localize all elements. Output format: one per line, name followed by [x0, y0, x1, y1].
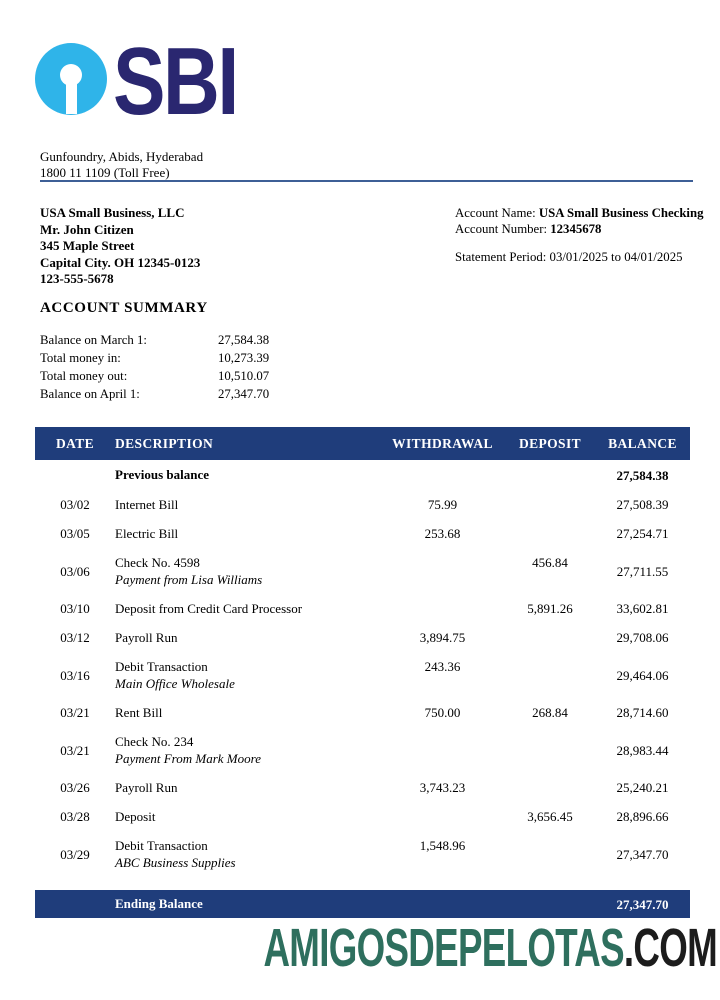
- account-number-value: 12345678: [550, 222, 602, 236]
- transaction-date: 03/12: [60, 630, 90, 645]
- bank-address: [40, 149, 203, 180]
- transaction-withdrawal: 3,743.23: [419, 780, 466, 795]
- transaction-withdrawal: 1,548.96: [419, 838, 466, 853]
- transaction-description-line1: Debit Transaction: [115, 838, 208, 853]
- header-withdrawal: WITHDRAWAL: [392, 435, 493, 451]
- table-row: [35, 490, 690, 519]
- transaction-description-line1: Deposit from Credit Card Processor: [115, 601, 303, 616]
- transaction-description: [115, 705, 380, 720]
- header-divider: [40, 180, 693, 182]
- transaction-description-line2: Payment From Mark Moore: [115, 751, 261, 766]
- previous-balance-label: Previous balance: [115, 467, 210, 482]
- summary-row-label: Total money out:: [40, 369, 128, 383]
- header-deposit: DEPOSIT: [518, 435, 582, 451]
- summary-row: [40, 367, 269, 385]
- transaction-deposit: 456.84: [532, 555, 568, 570]
- transaction-description: [115, 838, 380, 870]
- table-row: [35, 802, 690, 831]
- sbi-logo-disc-icon: [35, 43, 107, 115]
- transaction-description-line2: ABC Business Supplies: [115, 855, 236, 870]
- ending-balance-amount: 27,347.70: [616, 896, 669, 912]
- transaction-date: 03/10: [60, 601, 90, 616]
- customer-line: Mr. John Citizen: [40, 221, 134, 237]
- account-summary-rows: [40, 331, 269, 403]
- account-name-line: [455, 205, 711, 221]
- summary-row-label: Total money in:: [40, 351, 121, 365]
- transaction-withdrawal: 3,894.75: [419, 630, 466, 645]
- header-balance: BALANCE: [608, 435, 677, 451]
- transaction-description-line1: Payroll Run: [115, 780, 178, 795]
- site-watermark: [263, 918, 717, 978]
- transaction-withdrawal: 253.68: [424, 526, 461, 541]
- summary-row: [40, 331, 269, 349]
- table-row: [35, 519, 690, 548]
- table-row: [35, 594, 690, 623]
- table-row: [35, 652, 690, 698]
- summary-row-value: 10,510.07: [218, 369, 270, 383]
- table-row: [35, 623, 690, 652]
- transaction-balance: 25,240.21: [616, 780, 669, 795]
- account-name-label: Account Name:: [455, 206, 539, 220]
- transaction-description-line2: Payment from Lisa Williams: [115, 572, 263, 587]
- summary-row: [40, 349, 269, 367]
- transaction-description-line1: Check No. 234: [115, 734, 194, 749]
- transaction-description-line1: Rent Bill: [115, 705, 163, 720]
- watermark-main: AMIGOSDEPELOTAS: [263, 918, 624, 978]
- transaction-date: 03/29: [60, 846, 90, 862]
- transaction-date: 03/21: [60, 705, 90, 720]
- account-summary-title: ACCOUNT SUMMARY: [40, 300, 208, 316]
- transaction-date: 03/02: [60, 497, 90, 512]
- transaction-description-line1: Electric Bill: [115, 526, 179, 541]
- transaction-deposit: 268.84: [532, 705, 568, 720]
- ending-balance-row: [35, 890, 690, 918]
- bank-address-line1: Gunfoundry, Abids, Hyderabad: [40, 149, 204, 164]
- account-summary-section: [40, 300, 269, 403]
- transaction-description-line1: Deposit: [115, 809, 156, 824]
- table-row: [35, 548, 690, 594]
- table-row: [35, 698, 690, 727]
- transaction-description-line1: Debit Transaction: [115, 659, 208, 674]
- transaction-table-header: [35, 427, 690, 460]
- transaction-balance: 28,983.44: [616, 742, 669, 758]
- transaction-description: [115, 497, 380, 512]
- summary-row-label: Balance on April 1:: [40, 387, 140, 401]
- transaction-date: 03/05: [60, 526, 90, 541]
- customer-line: 345 Maple Street: [40, 238, 135, 253]
- transaction-balance: 27,347.70: [616, 846, 669, 862]
- transaction-description-line1: Check No. 4598: [115, 555, 200, 570]
- statement-period: Statement Period: 03/01/2025 to 04/01/2025: [455, 250, 683, 264]
- transaction-table: [35, 427, 690, 918]
- transaction-balance: 33,602.81: [616, 601, 669, 616]
- transaction-description-line1: Internet Bill: [115, 497, 179, 512]
- summary-row-value: 27,347.70: [218, 387, 270, 401]
- transaction-date: 03/16: [60, 667, 90, 683]
- table-row: [35, 831, 690, 877]
- account-number-line: [455, 221, 711, 237]
- transaction-balance: 27,711.55: [616, 563, 669, 579]
- transaction-balance: 28,714.60: [616, 705, 669, 720]
- transaction-date: 03/06: [60, 563, 90, 579]
- transaction-description: [115, 809, 380, 824]
- previous-balance-row: [35, 460, 690, 490]
- transaction-balance: 29,464.06: [616, 667, 669, 683]
- transaction-description: [115, 734, 380, 766]
- sbi-logo: [35, 25, 250, 137]
- previous-balance-amount: 27,584.38: [616, 467, 669, 483]
- transaction-balance: 27,254.71: [616, 526, 669, 541]
- transaction-balance: 28,896.66: [616, 809, 669, 824]
- transaction-description: [115, 555, 380, 587]
- summary-row-label: Balance on March 1:: [40, 333, 147, 347]
- account-info-block: [455, 205, 711, 265]
- transaction-description: [115, 526, 380, 541]
- header-date: DATE: [55, 435, 95, 451]
- table-row: [35, 773, 690, 802]
- transaction-withdrawal: 750.00: [424, 705, 461, 720]
- watermark-suffix: .COM: [623, 918, 717, 978]
- transaction-balance: 27,508.39: [616, 497, 669, 512]
- customer-line: USA Small Business, LLC: [40, 205, 185, 220]
- transaction-description: [115, 601, 380, 616]
- transaction-deposit: 3,656.45: [527, 809, 573, 824]
- transaction-description: [115, 630, 380, 645]
- transaction-description-line2: Main Office Wholesale: [115, 676, 235, 691]
- account-number-label: Account Number:: [455, 222, 551, 236]
- customer-address-block: [40, 205, 200, 288]
- summary-row-value: 27,584.38: [218, 333, 270, 347]
- transaction-withdrawal: 75.99: [427, 497, 458, 512]
- transaction-deposit: 5,891.26: [527, 601, 573, 616]
- table-row: [35, 727, 690, 773]
- transaction-date: 03/21: [60, 742, 90, 758]
- customer-line: 123-555-5678: [40, 271, 114, 286]
- transaction-description: [115, 659, 380, 691]
- header-description: DESCRIPTION: [115, 435, 214, 451]
- transaction-rows: [35, 490, 690, 877]
- transaction-date: 03/26: [60, 780, 90, 795]
- summary-row: [40, 385, 269, 403]
- transaction-description: [115, 780, 380, 795]
- sbi-logo-text: SBI: [113, 28, 237, 135]
- transaction-withdrawal: 243.36: [424, 659, 461, 674]
- ending-balance-label: Ending Balance: [115, 896, 203, 911]
- transaction-description-line1: Payroll Run: [115, 630, 178, 645]
- sbi-logo-keyhole-slot: [66, 81, 77, 114]
- account-name-value: USA Small Business Checking: [538, 206, 704, 220]
- customer-line: Capital City. OH 12345-0123: [40, 254, 201, 270]
- bank-address-line2: 1800 11 1109 (Toll Free): [40, 164, 170, 180]
- summary-row-value: 10,273.39: [218, 351, 270, 365]
- transaction-balance: 29,708.06: [616, 630, 669, 645]
- transaction-date: 03/28: [60, 809, 90, 824]
